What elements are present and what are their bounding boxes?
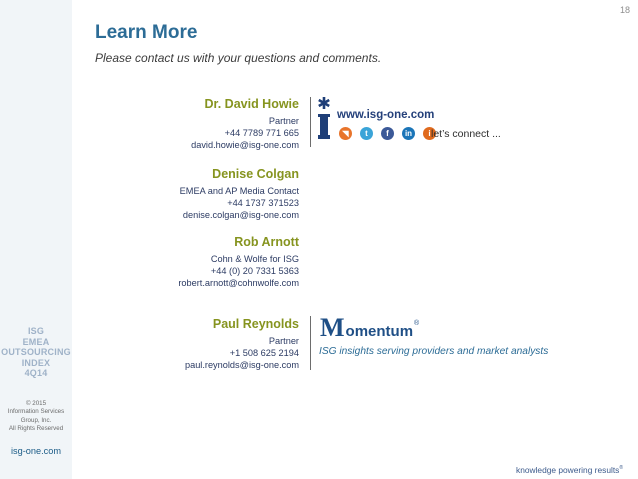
index-line: 4Q14 bbox=[24, 368, 48, 379]
contact-role: Partner bbox=[268, 336, 299, 346]
copyright bbox=[0, 400, 72, 434]
page-subtitle: Please contact us with your questions and comments. bbox=[95, 51, 382, 65]
index-line: ISG bbox=[27, 326, 45, 336]
index-line: OUTSOURCING bbox=[1, 347, 71, 358]
footer-tm: ® bbox=[619, 465, 624, 472]
contact-phone: +1 508 625 2194 bbox=[229, 348, 299, 358]
momentum-m: M bbox=[320, 313, 345, 342]
footer-tagline bbox=[516, 465, 623, 475]
contact-email-link[interactable]: david.howie@isg-one.com bbox=[191, 140, 299, 150]
contact-phone: +44 1737 371523 bbox=[227, 198, 299, 208]
contact-email-link[interactable]: paul.reynolds@isg-one.com bbox=[184, 360, 299, 370]
divider bbox=[310, 97, 311, 147]
facebook-icon[interactable]: f bbox=[381, 127, 394, 140]
contact-card bbox=[69, 167, 299, 221]
isg-website-link[interactable]: www.isg-one.com bbox=[337, 109, 435, 121]
contact-name: Rob Arnott bbox=[234, 235, 299, 249]
rss-icon[interactable]: ◥ bbox=[339, 127, 352, 140]
contact-card bbox=[69, 97, 299, 151]
contact-role: Cohn & Wolfe for ISG bbox=[210, 254, 299, 264]
contact-card bbox=[69, 317, 299, 371]
contact-card bbox=[69, 235, 299, 289]
index-title bbox=[0, 326, 72, 379]
momentum-tagline: ISG insights serving providers and market analysts bbox=[319, 346, 549, 357]
page-title: Learn More bbox=[95, 22, 198, 43]
contact-name: Dr. David Howie bbox=[204, 97, 299, 111]
contact-phone: +44 7789 771 665 bbox=[224, 128, 299, 138]
momentum-logo bbox=[320, 313, 420, 342]
copyright-line: © 2015 bbox=[25, 400, 47, 407]
copyright-line: Group, Inc. bbox=[20, 416, 52, 424]
index-line: EMEA bbox=[22, 336, 50, 347]
sidebar bbox=[0, 0, 72, 479]
momentum-wordmark: omentum bbox=[345, 323, 414, 340]
isg-icon[interactable]: i bbox=[423, 127, 436, 140]
linkedin-icon[interactable]: in bbox=[402, 127, 415, 140]
contact-role: Partner bbox=[268, 116, 299, 126]
contact-name: Paul Reynolds bbox=[212, 317, 299, 331]
sidebar-url-link[interactable]: isg-one.com bbox=[10, 446, 62, 456]
isg-asterisk-logo bbox=[317, 97, 331, 143]
index-line: INDEX bbox=[21, 357, 51, 368]
registered-mark: ® bbox=[414, 320, 420, 327]
contact-email-link[interactable]: denise.colgan@isg-one.com bbox=[182, 210, 299, 220]
copyright-line: Information Services bbox=[7, 408, 65, 416]
footer-tagline-text: knowledge powering results bbox=[516, 465, 620, 475]
divider bbox=[310, 316, 311, 370]
page-number: 18 bbox=[619, 5, 630, 15]
contact-role: EMEA and AP Media Contact bbox=[179, 186, 299, 196]
contact-phone: +44 (0) 20 7331 5363 bbox=[210, 266, 299, 276]
social-links bbox=[339, 127, 436, 140]
connect-label: let’s connect ... bbox=[431, 128, 501, 140]
contact-name: Denise Colgan bbox=[212, 167, 299, 181]
copyright-line: All Rights Reserved bbox=[8, 425, 64, 433]
contact-email-link[interactable]: robert.arnott@cohnwolfe.com bbox=[178, 278, 299, 288]
twitter-icon[interactable]: t bbox=[360, 127, 373, 140]
